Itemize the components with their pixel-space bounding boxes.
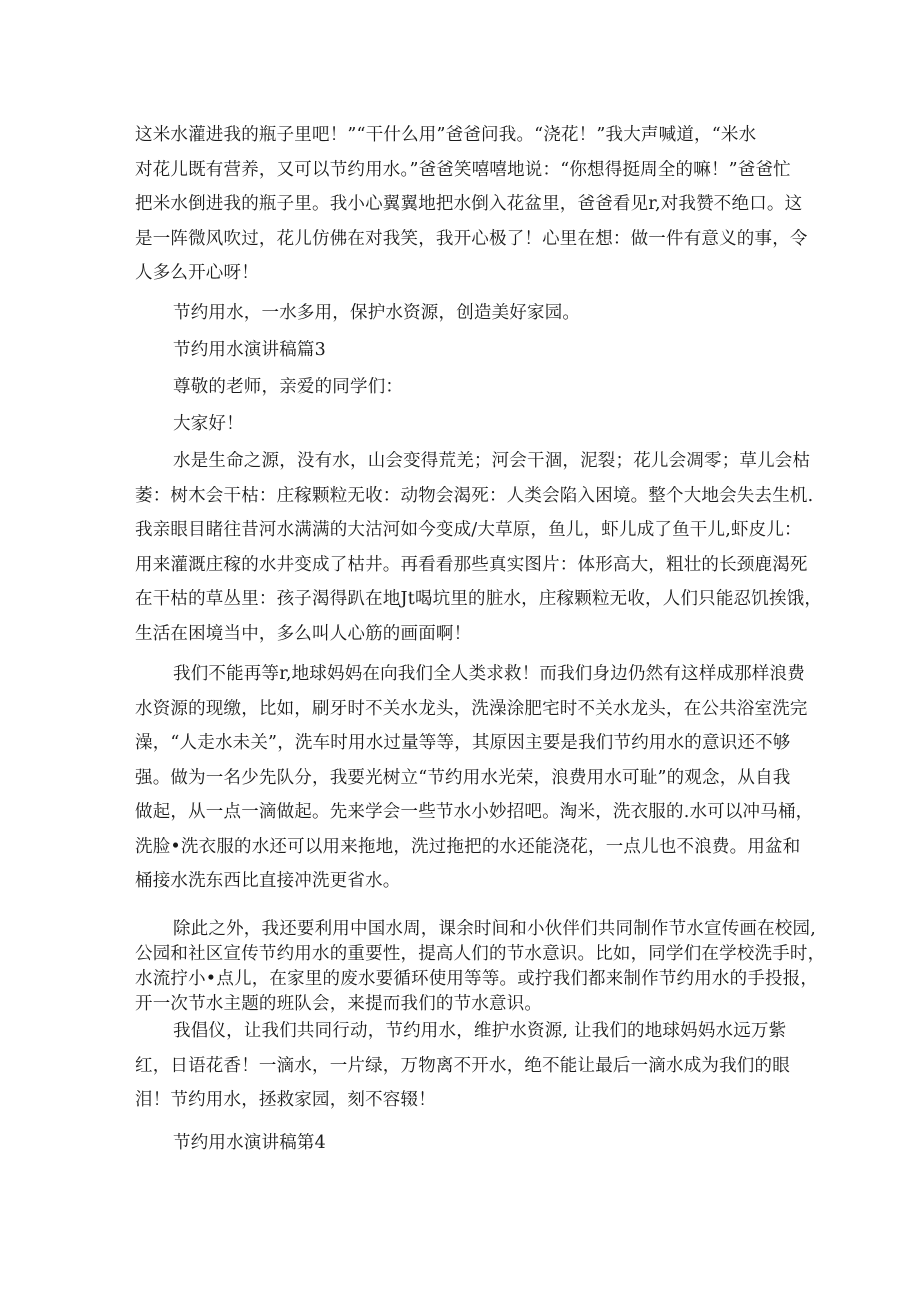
text-line: 节约用水，一水多用，保护水资源，创造美好家园。 bbox=[173, 303, 581, 323]
text-line: 泪！节约用水，拯救家园，刻不容辍！ bbox=[135, 1090, 436, 1110]
text-line: 公园和社区宣传节约用水的重要性，提高人们的节水意识。比如，同学们在学校洗手时， bbox=[135, 944, 826, 964]
section-heading-3 bbox=[135, 333, 823, 368]
heading-text: 节约用水演讲稿第4 bbox=[173, 1133, 326, 1153]
paragraph-cannot-wait bbox=[135, 657, 814, 899]
text-line: 生活在困境当中，多么叫人心筋的画面啊！ bbox=[135, 623, 472, 644]
salutation bbox=[135, 370, 823, 405]
text-line: 大家好！ bbox=[173, 414, 244, 434]
text-line: 在干枯的草丛里：孩子渴得趴在地Jt喝坑里的脏水，庄稼颗粒无收，人们只能忍饥挨饿， bbox=[135, 589, 823, 609]
text-line: 澡，“人走水未关”，洗车时用水过量等等，其原因主要是我们节约用水的意识还不够 bbox=[135, 733, 791, 753]
text-line: 我亲眼目睹往昔河水满满的大沽河如今变成/大草原，鱼儿，虾儿成了鱼干儿,虾皮儿： bbox=[135, 520, 802, 540]
paragraph-water-source bbox=[135, 444, 823, 651]
text-line: 对花儿既有营养，又可以节约用水。”爸爸笑嘻嘻地说：“你想得挺周全的嘛！”爸爸忙 bbox=[135, 159, 791, 180]
paragraph-proposal bbox=[135, 1014, 790, 1118]
text-line: 洗脸•洗衣服的水还可以用来拖地，洗过拖把的水还能浇花，一点儿也不浪费。用盆和 bbox=[135, 836, 801, 857]
text-line: 尊敬的老师，亲爱的同学们： bbox=[173, 377, 404, 397]
section-heading-4 bbox=[135, 1126, 823, 1161]
heading-text: 节约用水演讲稿篇3 bbox=[173, 340, 326, 360]
text-line: 强。做为一名少先队分，我要光树立“节约用水光荣，浪费用水可耻”的观念，从自我 bbox=[135, 767, 791, 788]
text-line: 水资源的现缴，比如，刷牙时不关水龙头，洗澡涂肥宅时不关水龙头，在公共浴室洗完 bbox=[135, 698, 808, 719]
text-line: 我倡仪，让我们共同行动，节约用水，维护水资源, 让我们的地球妈妈水远万紫 bbox=[173, 1021, 787, 1041]
text-line: 开一次节水主题的班队会，来提而我们的节水意识。 bbox=[135, 994, 543, 1014]
text-line: 桶接水洗东西比直接冲洗更省水。 bbox=[135, 871, 401, 891]
text-line: 是一阵微风吹过，花儿仿佛在对我笑，我开心极了！心里在想：做一件有意义的事，令 bbox=[135, 228, 808, 249]
slogan-paragraph bbox=[135, 296, 823, 331]
text-line: 水是生命之源，没有水，山会变得荒羌；河会干涸，泥裂；花儿会凋零；草儿会枯 bbox=[173, 451, 811, 471]
text-line: 水流拧小•点儿，在家里的废水要循环使用等等。或拧我们都来制作节约用水的手投报， bbox=[135, 969, 819, 989]
text-line: 这米水灌进我的瓶子里吧！”“干什么用”爸爸问我。“浇花！”我大声喊道，“米水 bbox=[135, 125, 757, 145]
greeting bbox=[135, 407, 823, 442]
text-line: 萎：树木会干枯：庄稼颗粒无收：动物会渴死：人类会陷入困境。整个大地会失去生机. bbox=[135, 485, 814, 506]
text-line: 我们不能再等r,地球妈妈在向我们全人类求救！而我们身边仍然有这样成那样浪费 bbox=[173, 664, 805, 684]
text-line: 人多么开心呀！ bbox=[135, 263, 259, 283]
paragraph-besides bbox=[135, 917, 826, 1017]
text-line: 除此之外，我还要利用中国水周，课余时间和小伙伴们共同制作节水宣传画在校园, bbox=[173, 919, 816, 939]
paragraph-continuation bbox=[135, 118, 808, 291]
text-line: 用来灌溉庄稼的水井变成了枯井。再看看那些真实图片：体形高大，粗壮的长颈鹿渴死 bbox=[135, 554, 808, 575]
text-line: 做起，从一点一滴做起。先来学会一些节水小妙招吧。淘米，洗衣服的.水可以冲马桶， bbox=[135, 802, 814, 822]
text-line: 把米水倒进我的瓶子里。我小心翼翼地把水倒入花盆里，爸爸看见r,对我赞不绝口。这 bbox=[135, 194, 803, 214]
text-line: 红，日语花香！一滴水，一片绿，万物离不开水，绝不能让最后一滴水成为我们的眼 bbox=[135, 1055, 790, 1076]
